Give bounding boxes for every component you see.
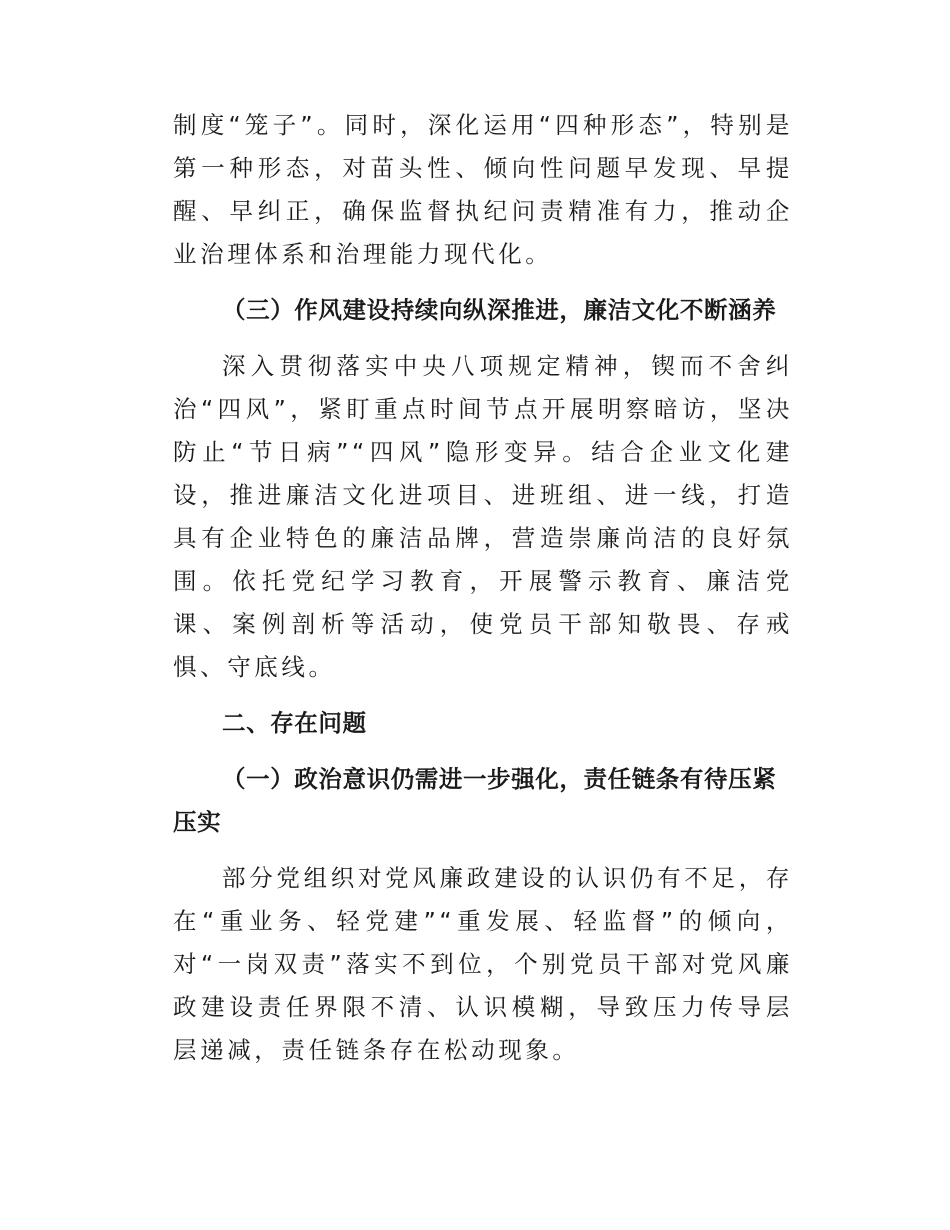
section-heading-problems: 二、存在问题 bbox=[222, 709, 367, 737]
paragraph-political-awareness: 部分党组织对党风廉政建设的认识仍有不足，存在“重业务、轻党建”“重发展、轻监督”的倾向，对“一岗双责”落实不到位，个别党员干部对党风廉政建设责任界限不清、认识模糊，导致压力传导层层递减，责任链条存在松动现象。 bbox=[173, 864, 793, 1064]
paragraph-continued: 制度“笼子”。同时，深化运用“四种形态”，特别是第一种形态，对苗头性、倾向性问题早发现、早提醒、早纠正，确保监督执纪问责精准有力，推动企业治理体系和治理能力现代化。 bbox=[173, 111, 793, 268]
document-body bbox=[173, 104, 793, 1085]
paragraph-style-building: 深入贯彻落实中央八项规定精神，锲而不舍纠治“四风”，紧盯重点时间节点开展明察暗访，坚决防止“节日病”“四风”隐形变异。结合企业文化建设，推进廉洁文化进项目、进班组、进一线，打造具有企业特色的廉洁品牌，营造崇廉尚洁的良好氛围。依托党纪学习教育，开展警示教育、廉洁党课、案例剖析等活动，使党员干部知敬畏、存戒惧、守底线。 bbox=[173, 352, 793, 681]
subheading-1: （一）政治意识仍需进一步强化，责任链条有待压紧压实 bbox=[173, 765, 777, 836]
subheading-3: （三）作风建设持续向纵深推进，廉洁文化不断涵养 bbox=[222, 296, 777, 324]
